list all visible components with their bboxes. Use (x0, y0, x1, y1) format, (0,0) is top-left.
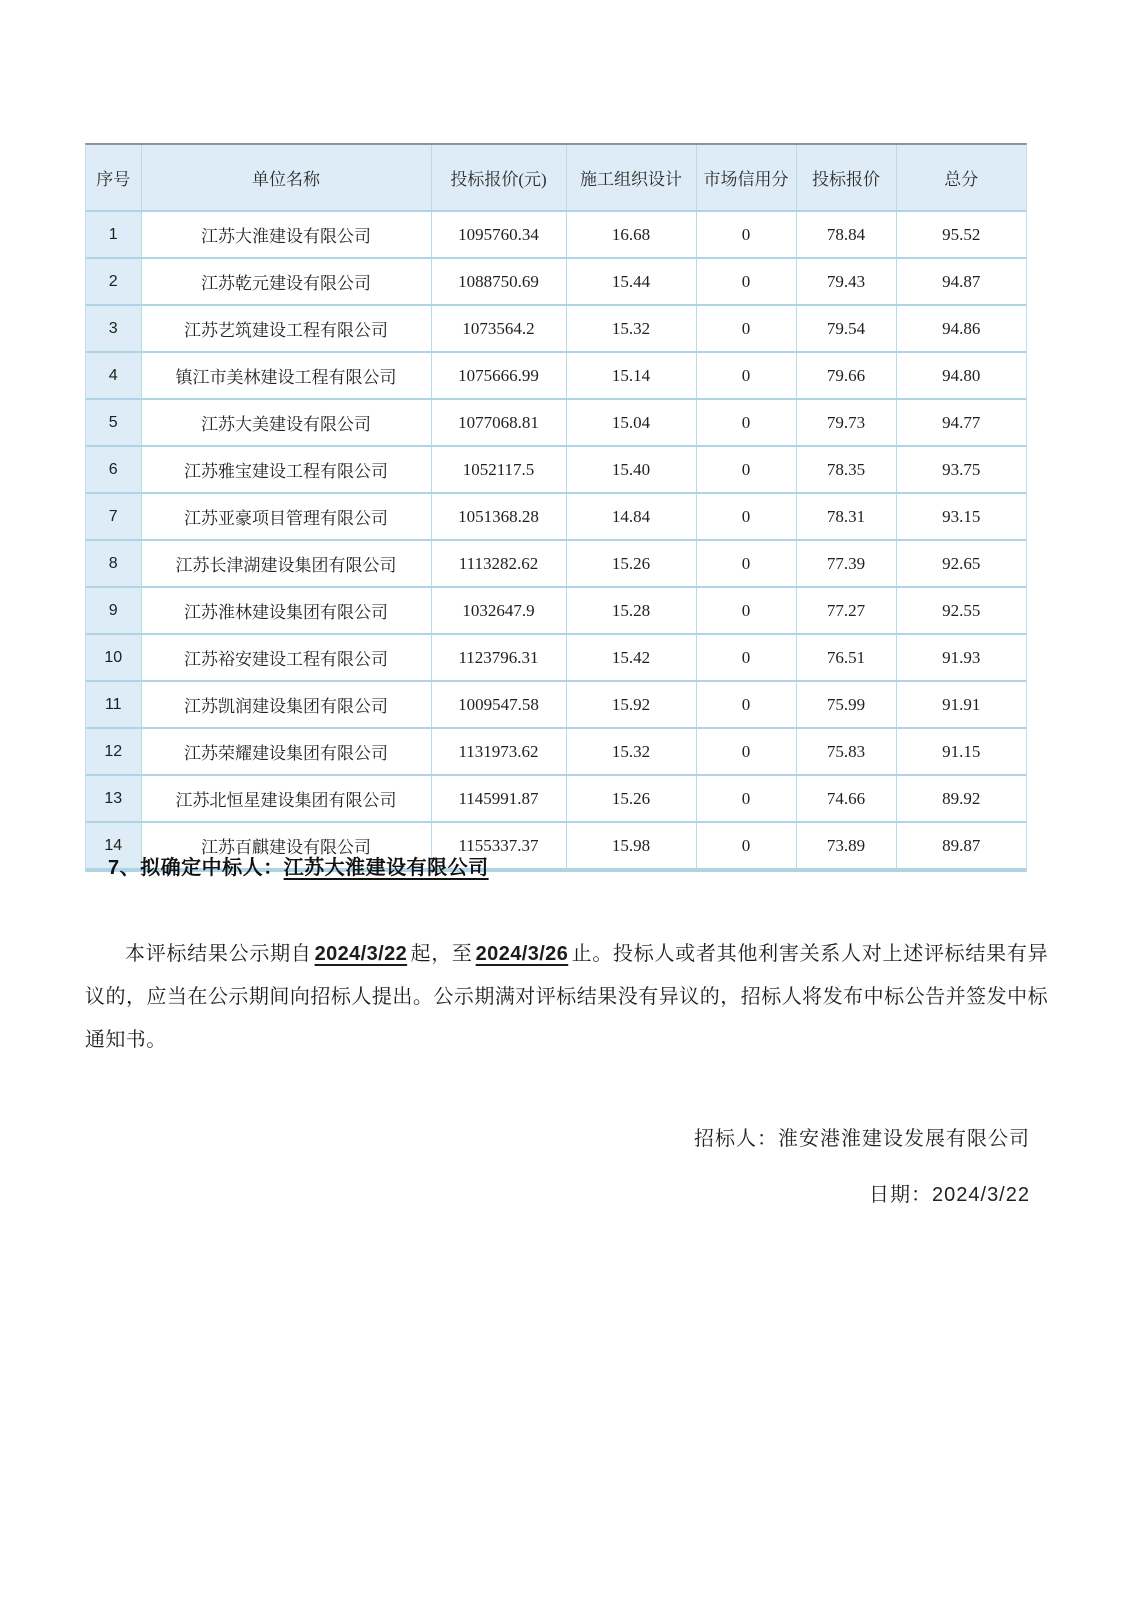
tenderer-signature-line: 招标人：淮安港淮建设发展有限公司 (694, 1128, 1030, 1150)
table-cell: 79.54 (796, 305, 896, 352)
table-row (86, 493, 1026, 540)
table-cell: 江苏北恒星建设集团有限公司 (141, 775, 431, 822)
row-index-cell: 12 (86, 728, 141, 775)
table-cell: 75.99 (796, 681, 896, 728)
table-cell: 0 (696, 775, 796, 822)
table-cell: 0 (696, 258, 796, 305)
table-cell: 73.89 (796, 822, 896, 869)
table-cell: 91.93 (896, 634, 1026, 681)
row-index-cell: 10 (86, 634, 141, 681)
table-row (86, 211, 1026, 258)
winner-company-name: 江苏大淮建设有限公司 (283, 857, 489, 879)
table-cell: 92.65 (896, 540, 1026, 587)
publicity-start-date: 2024/3/22 (314, 943, 408, 965)
table-cell: 89.92 (896, 775, 1026, 822)
table-cell: 79.66 (796, 352, 896, 399)
column-header: 投标报价(元) (431, 145, 566, 211)
table-cell: 0 (696, 352, 796, 399)
table-cell: 14.84 (566, 493, 696, 540)
table-cell: 78.84 (796, 211, 896, 258)
winner-line-prefix: 7、拟确定中标人： (108, 857, 284, 879)
table-cell: 79.73 (796, 399, 896, 446)
row-index-cell: 3 (86, 305, 141, 352)
column-header: 投标报价 (796, 145, 896, 211)
row-index-cell: 7 (86, 493, 141, 540)
table-cell: 江苏荣耀建设集团有限公司 (141, 728, 431, 775)
table-cell: 74.66 (796, 775, 896, 822)
table-cell: 93.15 (896, 493, 1026, 540)
table-cell: 16.68 (566, 211, 696, 258)
table-cell: 0 (696, 587, 796, 634)
table-cell: 镇江市美林建设工程有限公司 (141, 352, 431, 399)
table-cell: 江苏艺筑建设工程有限公司 (141, 305, 431, 352)
table-cell: 94.80 (896, 352, 1026, 399)
publicity-notice-paragraph (85, 933, 1048, 1062)
table-cell: 江苏大淮建设有限公司 (141, 211, 431, 258)
table-cell: 15.44 (566, 258, 696, 305)
signature-date-line: 日期：2024/3/22 (869, 1184, 1030, 1206)
publicity-end-date: 2024/3/26 (475, 943, 569, 965)
table-cell: 15.92 (566, 681, 696, 728)
table-cell: 91.15 (896, 728, 1026, 775)
column-header: 总分 (896, 145, 1026, 211)
table-cell: 1113282.62 (431, 540, 566, 587)
table-cell: 0 (696, 728, 796, 775)
results-table (86, 145, 1026, 870)
column-header: 施工组织设计 (566, 145, 696, 211)
table-cell: 1123796.31 (431, 634, 566, 681)
table-cell: 94.87 (896, 258, 1026, 305)
table-cell: 78.35 (796, 446, 896, 493)
table-cell: 江苏淮林建设集团有限公司 (141, 587, 431, 634)
table-cell: 0 (696, 634, 796, 681)
table-cell: 江苏长津湖建设集团有限公司 (141, 540, 431, 587)
table-cell: 1051368.28 (431, 493, 566, 540)
row-index-cell: 4 (86, 352, 141, 399)
table-cell: 93.75 (896, 446, 1026, 493)
table-row (86, 540, 1026, 587)
column-header: 序号 (86, 145, 141, 211)
table-cell: 江苏裕安建设工程有限公司 (141, 634, 431, 681)
table-cell: 95.52 (896, 211, 1026, 258)
table-cell: 江苏百麒建设有限公司 (141, 822, 431, 869)
table-row (86, 587, 1026, 634)
table-cell: 15.26 (566, 540, 696, 587)
table-cell: 1052117.5 (431, 446, 566, 493)
row-index-cell: 5 (86, 399, 141, 446)
table-row (86, 305, 1026, 352)
table-cell: 0 (696, 211, 796, 258)
table-cell: 15.32 (566, 728, 696, 775)
table-row (86, 446, 1026, 493)
table-cell: 15.42 (566, 634, 696, 681)
table-cell: 75.83 (796, 728, 896, 775)
row-index-cell: 11 (86, 681, 141, 728)
table-cell: 94.77 (896, 399, 1026, 446)
row-index-cell: 2 (86, 258, 141, 305)
table-cell: 15.28 (566, 587, 696, 634)
table-cell: 94.86 (896, 305, 1026, 352)
notice-text-2: 起，至 (410, 943, 473, 965)
table-cell: 91.91 (896, 681, 1026, 728)
table-cell: 89.87 (896, 822, 1026, 869)
table-cell: 15.98 (566, 822, 696, 869)
row-index-cell: 8 (86, 540, 141, 587)
table-cell: 1088750.69 (431, 258, 566, 305)
table-cell: 15.32 (566, 305, 696, 352)
table-cell: 江苏亚豪项目管理有限公司 (141, 493, 431, 540)
table-cell: 0 (696, 493, 796, 540)
table-cell: 1155337.37 (431, 822, 566, 869)
row-index-cell: 14 (86, 822, 141, 869)
table-cell: 0 (696, 540, 796, 587)
column-header: 单位名称 (141, 145, 431, 211)
table-cell: 1095760.34 (431, 211, 566, 258)
table-cell: 15.14 (566, 352, 696, 399)
table-cell: 1073564.2 (431, 305, 566, 352)
results-table-header-row (86, 145, 1026, 211)
table-cell: 1075666.99 (431, 352, 566, 399)
table-cell: 江苏凯润建设集团有限公司 (141, 681, 431, 728)
table-cell: 15.40 (566, 446, 696, 493)
row-index-cell: 13 (86, 775, 141, 822)
table-cell: 15.26 (566, 775, 696, 822)
table-cell: 15.04 (566, 399, 696, 446)
table-cell: 0 (696, 399, 796, 446)
table-row (86, 634, 1026, 681)
table-cell: 1009547.58 (431, 681, 566, 728)
table-cell: 76.51 (796, 634, 896, 681)
results-table-body (86, 211, 1026, 869)
row-index-cell: 6 (86, 446, 141, 493)
table-cell: 0 (696, 446, 796, 493)
row-index-cell: 1 (86, 211, 141, 258)
bid-results-table (85, 143, 1027, 872)
notice-text-1: 本评标结果公示期自 (125, 943, 312, 965)
table-cell: 1131973.62 (431, 728, 566, 775)
table-cell: 0 (696, 681, 796, 728)
table-cell: 江苏乾元建设有限公司 (141, 258, 431, 305)
table-cell: 92.55 (896, 587, 1026, 634)
table-cell: 77.27 (796, 587, 896, 634)
table-cell: 1145991.87 (431, 775, 566, 822)
notice-text-3: 止。投标人或者其他利害关系人对上述评标结果有异议的，应当在公示期间向招标人提出。公示期满对评标结果没有异议的，招标人将发布中标公告并签发中标通知书。 (85, 943, 1048, 1051)
table-cell: 78.31 (796, 493, 896, 540)
table-row (86, 352, 1026, 399)
table-row (86, 681, 1026, 728)
winner-line (108, 851, 489, 880)
table-row (86, 258, 1026, 305)
table-cell: 江苏大美建设有限公司 (141, 399, 431, 446)
row-index-cell: 9 (86, 587, 141, 634)
table-cell: 0 (696, 305, 796, 352)
column-header: 市场信用分 (696, 145, 796, 211)
table-cell: 77.39 (796, 540, 896, 587)
table-cell: 0 (696, 822, 796, 869)
table-cell: 江苏雅宝建设工程有限公司 (141, 446, 431, 493)
table-row (86, 775, 1026, 822)
table-cell: 1077068.81 (431, 399, 566, 446)
table-cell: 79.43 (796, 258, 896, 305)
table-cell: 1032647.9 (431, 587, 566, 634)
table-row (86, 728, 1026, 775)
table-row (86, 399, 1026, 446)
